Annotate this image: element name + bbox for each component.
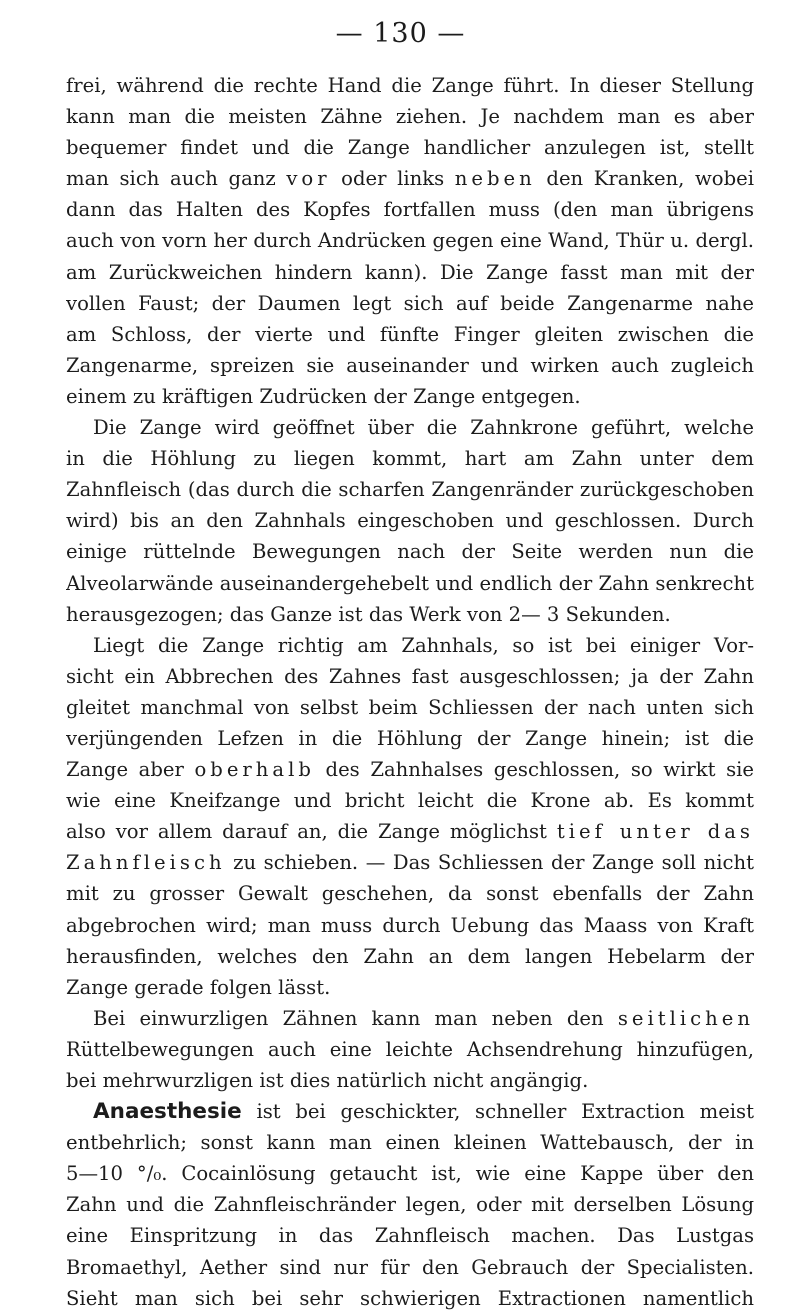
body-text [66,70,754,1314]
spaced-emphasis: tief unter das [556,820,754,844]
text-line: wird) bis an den Zahnhals eingeschoben und geschlossen. Durch [66,509,754,533]
text-line: Zange gerade folgen lässt. [66,975,331,999]
text-line: 5—10 °/₀. Cocainlösung getaucht ist, wie eine Kappe über den [66,1162,754,1186]
text-line: Zahnfleisch (das durch die scharfen Zangenränder zurückgeschoben [66,478,754,502]
text-line: Rüttelbewegungen auch eine leichte Achsendrehung hinzufügen, [66,1037,754,1061]
text-line: Alveolarwände auseinandergehebelt und endlich der Zahn senkrecht [66,571,754,595]
text-line: eine Einspritzung in das Zahnfleisch machen. Das Lustgas [66,1224,754,1248]
paragraph-start: Die Zange wird geöffnet über die Zahnkrone geführt, welche [93,416,754,440]
text-line: gleitet manchmal von selbst beim Schliessen der nach unten sich [66,695,754,719]
text-line: Zahnfleisch zu schieben. — Das Schliessen der Zange soll nicht [66,851,754,875]
spaced-emphasis: Zahnfleisch [66,851,226,875]
spaced-emphasis: vor [286,167,331,191]
text-line: Zange aber oberhalb des Zahnhalses geschlossen, so wirkt sie [66,758,754,782]
spaced-emphasis: neben [454,167,536,191]
text-line: herausfinden, welches den Zahn an dem langen Hebelarm der [66,944,754,968]
text-line: am Schloss, der vierte und fünfte Finger gleiten zwischen die [66,322,754,346]
text-line: Zangenarme, spreizen sie auseinander und wirken auch zugleich [66,353,754,377]
text-line: frei, während die rechte Hand die Zange führt. In dieser Stellung [66,74,754,97]
text-line: herausgezogen; das Ganze ist das Werk von 2— 3 Sekunden. [66,602,671,626]
text-line: einige rüttelnde Bewegungen nach der Seite werden nun die [66,540,754,564]
text-line: sicht ein Abbrechen des Zahnes fast ausgeschlossen; ja der Zahn [66,664,754,688]
text-line: am Zurückweichen hindern kann). Die Zange fasst man mit der [66,260,754,284]
text-line: einem zu kräftigen Zudrücken der Zange entgegen. [66,384,581,408]
text-line: auch von vorn her durch Andrücken gegen eine Wand, Thür u. dergl. [66,229,754,253]
page-number: — 130 — [335,18,466,49]
text-line: vollen Faust; der Daumen legt sich auf beide Zangenarme nahe [66,291,754,315]
run-in-heading: Anaesthesie [93,1099,242,1125]
text-line: entbehrlich; sonst kann man einen kleinen Wattebausch, der in [66,1131,754,1155]
spaced-emphasis: oberhalb [194,758,315,782]
text-line: mit zu grosser Gewalt geschehen, da sonst ebenfalls der Zahn [66,882,754,906]
paragraph-start: Bei einwurzligen Zähnen kann man neben den seitlichen [93,1006,754,1030]
text-line: dann das Halten des Kopfes fortfallen muss (den man übrigens [66,198,754,222]
paragraph-start: Anaesthesie ist bei geschickter, schneller Extraction meist [93,1099,754,1125]
text-line: kann man die meisten Zähne ziehen. Je nachdem man es aber [66,105,754,129]
text-line: Sieht man sich bei sehr schwierigen Extractionen namentlich [66,1286,754,1310]
text-line: man sich auch ganz vor oder links neben den Kranken, wobei [66,167,754,191]
text-line: wie eine Kneifzange und bricht leicht die Krone ab. Es kommt [66,789,754,813]
spaced-emphasis: seitlichen [617,1006,754,1030]
text-line: in die Höhlung zu liegen kommt, hart am Zahn unter dem [66,447,754,471]
paragraph-start: Liegt die Zange richtig am Zahnhals, so ist bei einiger Vor- [93,633,754,657]
text-line: bei mehrwurzligen ist dies natürlich nicht angängig. [66,1069,589,1092]
text-line: Bromaethyl, Aether sind nur für den Gebrauch der Specialisten. [66,1255,754,1279]
text-line: verjüngenden Lefzen in die Höhlung der Zange hinein; ist die [66,726,754,750]
text-line: abgebrochen wird; man muss durch Uebung das Maass von Kraft [66,913,754,937]
text-line: bequemer findet und die Zange handlicher anzulegen ist, stellt [66,136,754,160]
text-line: also vor allem darauf an, die Zange möglichst tief unter das [66,820,754,844]
text-line: Zahn und die Zahnfleischränder legen, oder mit derselben Lösung [66,1193,754,1217]
